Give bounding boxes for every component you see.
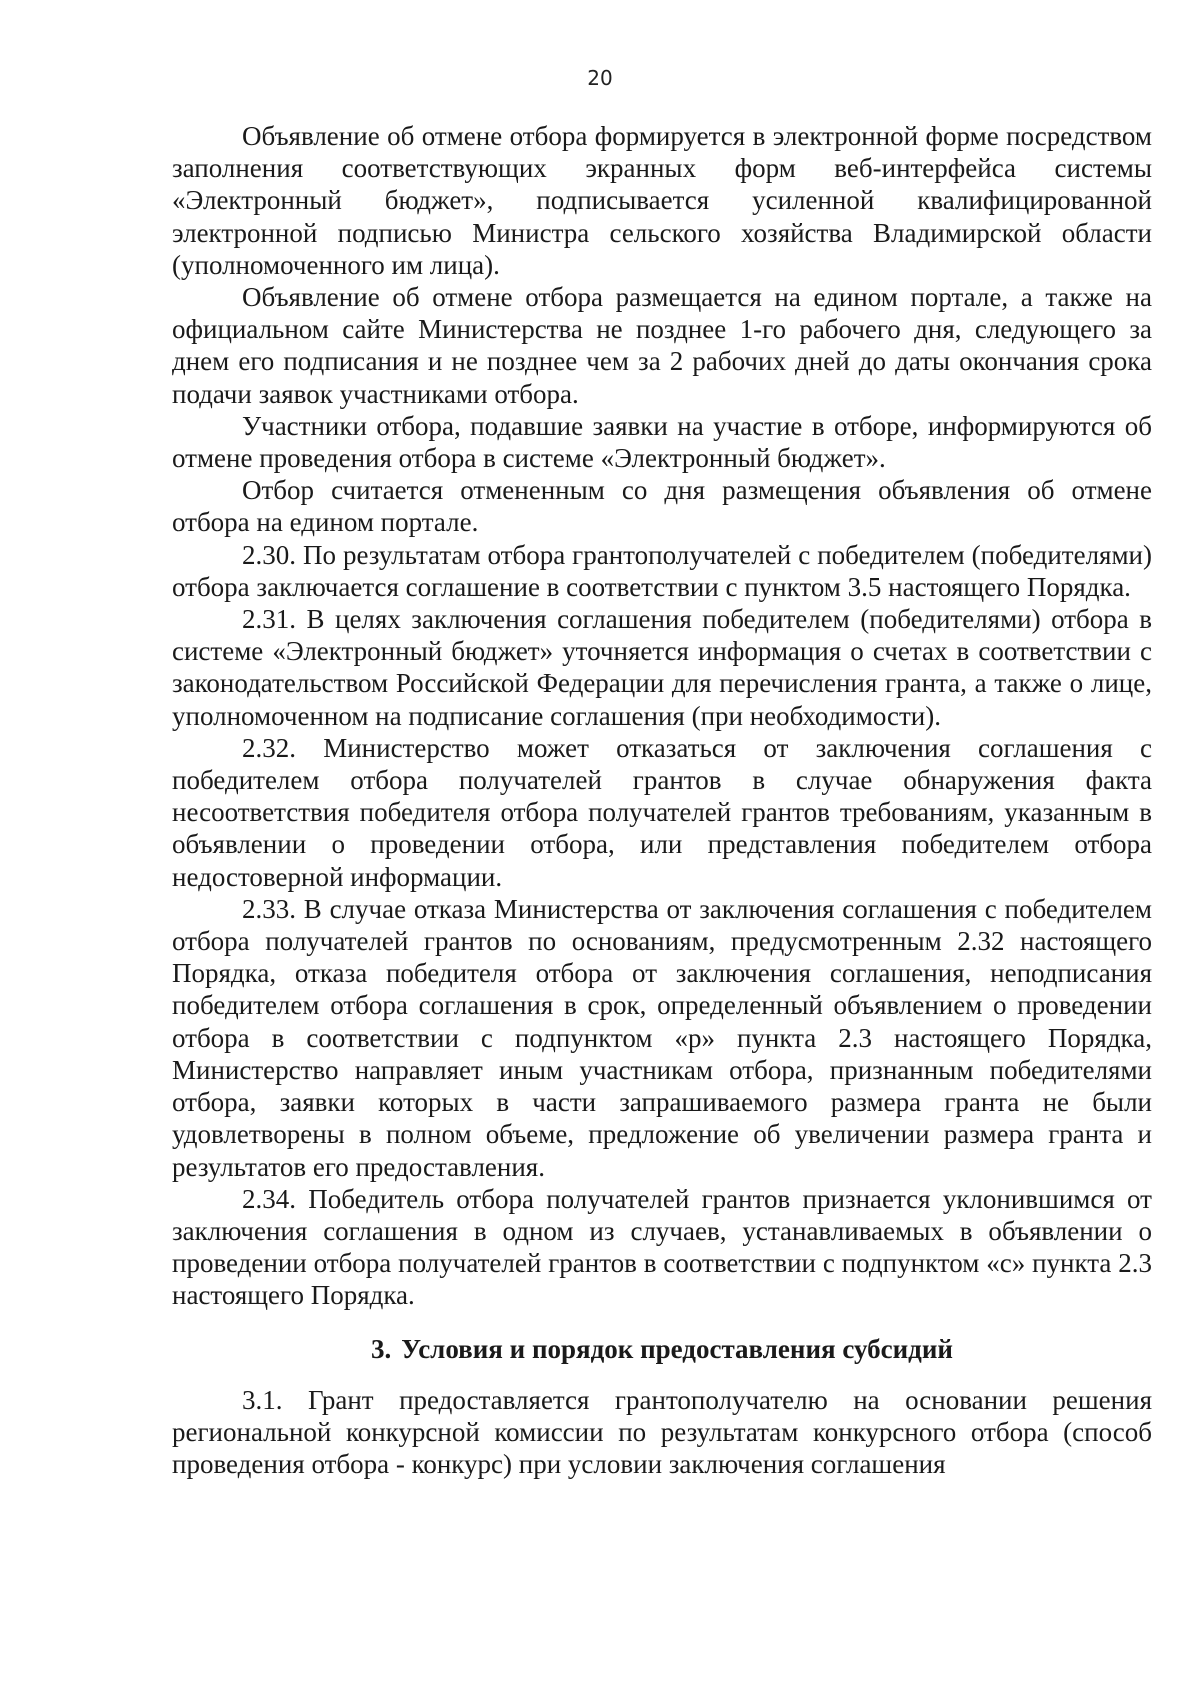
section-heading [172, 1332, 1152, 1366]
paragraph-2-30: 2.30. По результатам отбора грантополучателей с победителем (победителями) отбора заключается соглашение в соответствии с пунктом 3.5 настоящего Порядка. [172, 539, 1152, 602]
document-body [172, 120, 1152, 1480]
paragraph-2-33: 2.33. В случае отказа Министерства от заключения соглашения с победителем отбора получателей грантов по основаниям, предусмотренным 2.32 настоящего Порядка, отказа победителя отбора от заключения соглашения, неподписания победителем отбора соглашения в срок, определенный объявлением о проведении отбора в соответствии с подпунктом «р» пункта 2.3 настоящего Порядка, Министерство направляет иным участникам отбора, признанным победителями отбора, заявки которых в части запрашиваемого размера гранта не были удовлетворены в полном объеме, предложение об увеличении размера гранта и результатов его предоставления. [172, 893, 1152, 1182]
section-title: Условия и порядок предоставления субсидий [401, 1333, 953, 1364]
section-number: 3. [371, 1333, 392, 1364]
page-number: 20 [587, 66, 613, 90]
paragraph-2-31: 2.31. В целях заключения соглашения победителем (победителями) отбора в системе «Электронный бюджет» уточняется информация о счетах в соответствии с законодательством Российской Федерации для перечисления гранта, а также о лице, уполномоченном на подписание соглашения (при необходимости). [172, 604, 1152, 731]
paragraph-2-32: 2.32. Министерство может отказаться от заключения соглашения с победителем отбора получателей грантов в случае обнаружения факта несоответствия победителя отбора получателей грантов требованиям, указанным в объявлении о проведении отбора, или представления победителем отбора недостоверной информации. [172, 732, 1152, 892]
paragraph-cancel-announcement-placement: Объявление об отмене отбора размещается на едином портале, а также на официальном сайте Министерства не позднее 1-го рабочего дня, следующего за днем его подписания и не позднее чем за 2 рабочих дней до даты окончания срока подачи заявок участниками отбора. [172, 282, 1152, 409]
paragraph-3-1: 3.1. Грант предоставляется грантополучателю на основании решения региональной конкурсной комиссии по результатам конкурсного отбора (способ проведения отбора - конкурс) при условии заключения соглашения [172, 1384, 1152, 1479]
paragraph-participants-informed: Участники отбора, подавшие заявки на участие в отборе, информируются об отмене проведения отбора в системе «Электронный бюджет». [172, 410, 1152, 474]
paragraph-selection-cancelled: Отбор считается отмененным со дня размещения объявления об отмене отбора на едином портале. [172, 475, 1152, 538]
paragraph-2-34: 2.34. Победитель отбора получателей грантов признается уклонившимся от заключения соглашения в одном из случаев, устанавливаемых в объявлении о проведении отбора получателей грантов в соответствии с подпунктом «с» пункта 2.3 настоящего Порядка. [172, 1183, 1152, 1311]
paragraph-cancel-announcement-form: Объявление об отмене отбора формируется в электронной форме посредством заполнения соответствующих экранных форм веб-интерфейса системы «Электронный бюджет», подписывается усиленной квалифицированной электронной подписью Министра сельского хозяйства Владимирской области (уполномоченного им лица). [172, 121, 1152, 280]
